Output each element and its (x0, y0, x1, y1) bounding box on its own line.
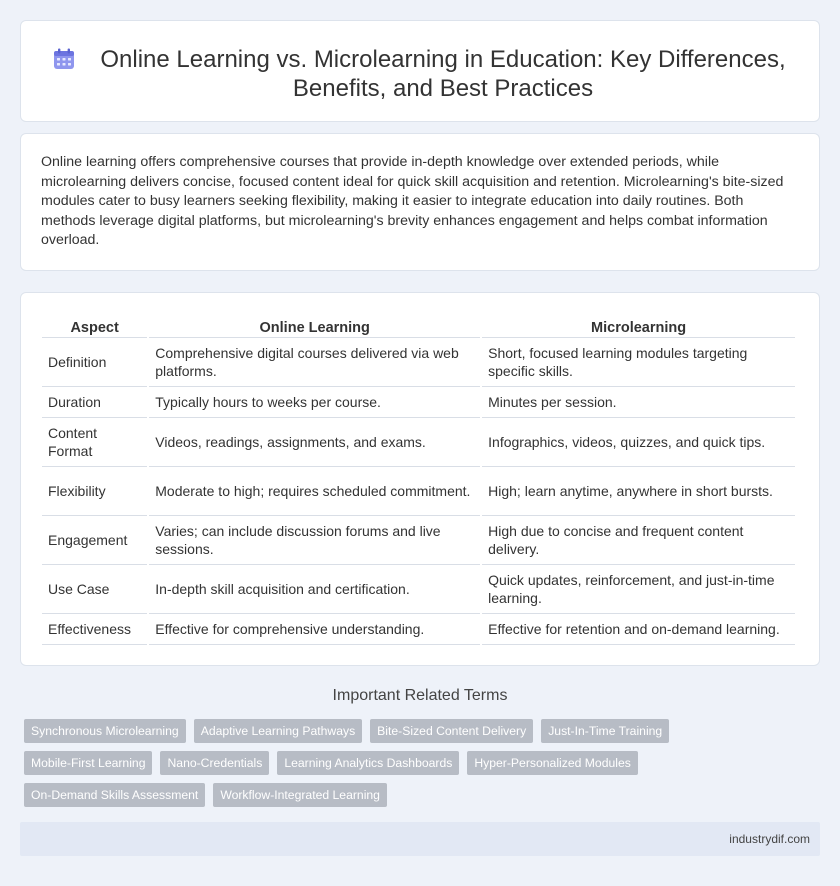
row-aspect: Use Case (42, 565, 147, 614)
related-term-tag[interactable]: Just-In-Time Training (541, 719, 669, 743)
row-online: Typically hours to weeks per course. (149, 387, 480, 418)
table-row (42, 516, 795, 565)
related-term-tag[interactable]: Mobile-First Learning (24, 751, 152, 775)
row-micro: High due to concise and frequent content delivery. (482, 516, 795, 565)
row-aspect: Flexibility (42, 467, 147, 516)
title-card (20, 20, 820, 122)
intro-card (20, 133, 820, 271)
comparison-card (20, 292, 820, 666)
row-online: Moderate to high; requires scheduled commitment. (149, 467, 480, 516)
header-microlearning: Microlearning (482, 308, 795, 338)
table-row (42, 338, 795, 387)
related-term-tag[interactable]: Synchronous Microlearning (24, 719, 186, 743)
row-micro: Minutes per session. (482, 387, 795, 418)
table-row (42, 387, 795, 418)
row-micro: High; learn anytime, anywhere in short bursts. (482, 467, 795, 516)
intro-paragraph: Online learning offers comprehensive courses that provide in-depth knowledge over extended periods, while microlearning delivers concise, focused content ideal for quick skill acquisition and retention. Microlearning's bite-sized modules cater to busy learners seeking flexibility, making it easier to integrate education into daily routines. Both methods leverage digital platforms, but microlearning's brevity enhances engagement and helps combat information overload. (41, 154, 784, 248)
row-aspect: Content Format (42, 418, 147, 467)
row-online: Comprehensive digital courses delivered via web platforms. (149, 338, 480, 387)
page-title: Online Learning vs. Microlearning in Education: Key Differences, Benefits, and Best Practices (100, 46, 786, 102)
row-aspect: Definition (42, 338, 147, 387)
calendar-icon (52, 47, 76, 71)
footer (20, 822, 820, 856)
row-aspect: Duration (42, 387, 147, 418)
related-terms-heading: Important Related Terms (332, 687, 508, 704)
row-micro: Effective for retention and on-demand learning. (482, 614, 795, 645)
row-online: In-depth skill acquisition and certification. (149, 565, 480, 614)
header-online-learning: Online Learning (149, 308, 480, 338)
table-row (42, 418, 795, 467)
row-online: Effective for comprehensive understanding. (149, 614, 480, 645)
related-term-tag[interactable]: Nano-Credentials (160, 751, 269, 775)
row-online: Varies; can include discussion forums and live sessions. (149, 516, 480, 565)
table-row (42, 565, 795, 614)
row-online: Videos, readings, assignments, and exams. (149, 418, 480, 467)
comparison-table (40, 308, 797, 645)
row-micro: Infographics, videos, quizzes, and quick tips. (482, 418, 795, 467)
related-terms-list (24, 719, 804, 807)
row-aspect: Effectiveness (42, 614, 147, 645)
related-term-tag[interactable]: Workflow-Integrated Learning (213, 783, 387, 807)
row-micro: Quick updates, reinforcement, and just-in-time learning. (482, 565, 795, 614)
table-header-row (42, 308, 795, 338)
row-micro: Short, focused learning modules targeting specific skills. (482, 338, 795, 387)
related-term-tag[interactable]: Adaptive Learning Pathways (194, 719, 362, 743)
related-term-tag[interactable]: Bite-Sized Content Delivery (370, 719, 533, 743)
header-aspect: Aspect (42, 308, 147, 338)
table-row (42, 467, 795, 516)
footer-site-link[interactable]: industrydif.com (729, 832, 810, 846)
related-term-tag[interactable]: On-Demand Skills Assessment (24, 783, 205, 807)
row-aspect: Engagement (42, 516, 147, 565)
table-row (42, 614, 795, 645)
related-term-tag[interactable]: Hyper-Personalized Modules (467, 751, 637, 775)
related-term-tag[interactable]: Learning Analytics Dashboards (277, 751, 459, 775)
